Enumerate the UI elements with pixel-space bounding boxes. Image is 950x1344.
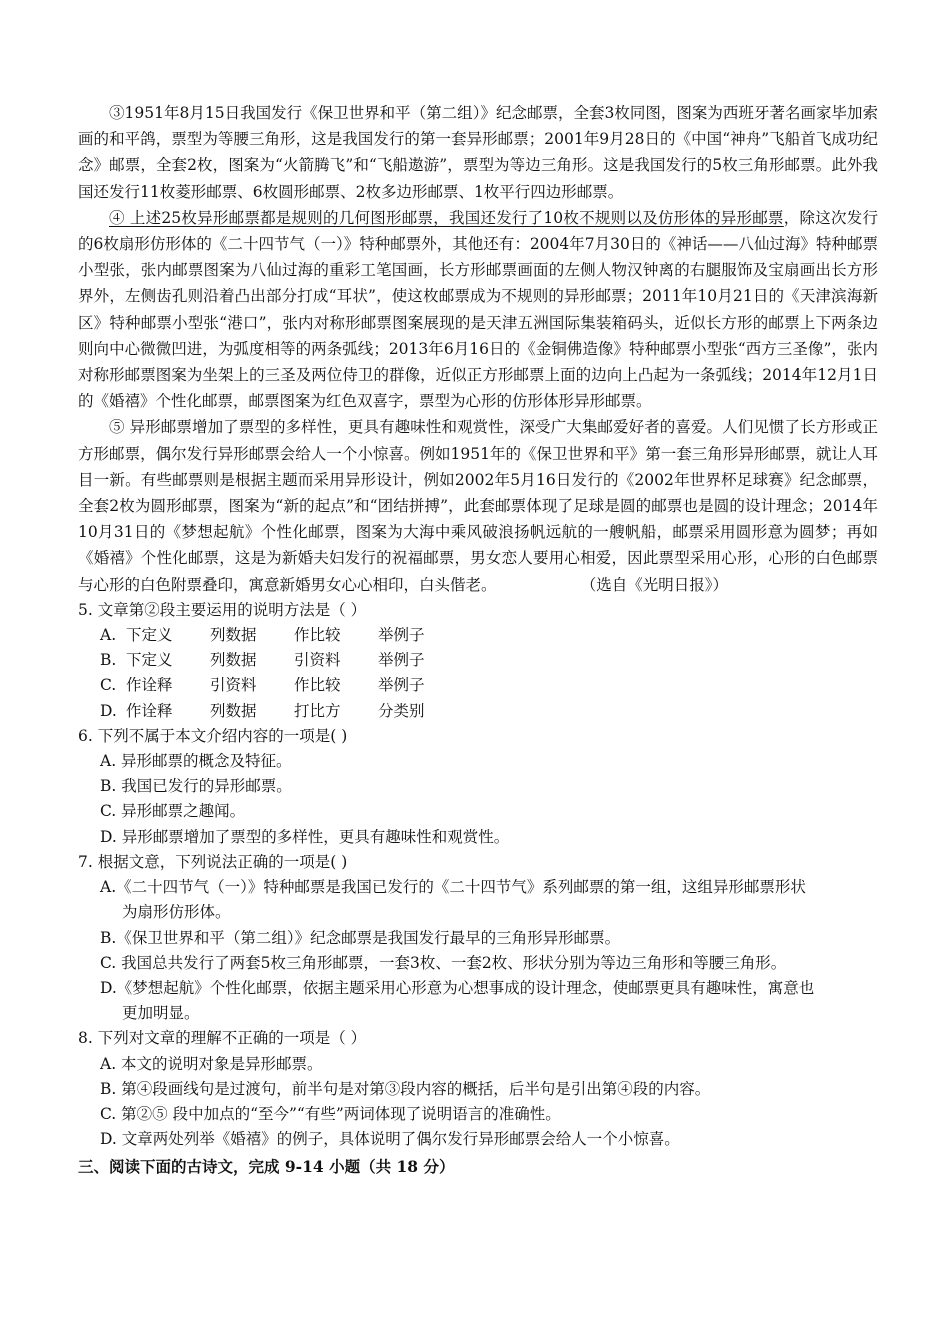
q8-option-c: C. 第②⑤ 段中加点的“至今”“有些”两词体现了说明语言的准确性。 (100, 1104, 561, 1123)
question-8-stem: 8. 下列对文章的理解不正确的一项是（ ） (78, 1029, 367, 1048)
paragraph-5: ⑤ 异形邮票增加了票型的多样性，更具有趣味性和观赏性，深受广大集邮爱好者的喜爱。人们见惯了长方形或正方形邮票，偶尔发行异形邮票会给人一个小惊喜。例如1951年的《保卫世界和平》第一套三角形异形邮票，就让人耳目一新。有些邮票则是根据主题而采用异形设计，例如2002年5月16日发行的《2002年世界杯足球赛》纪念邮票，全套2枚为圆形邮票，图案为“新的起点”和“团结拼搏”，此套邮票体现了足球是圆的邮票也是圆的设计理念；2014年10月31日的《梦想起航》个性化邮票，图案为大海中乘风破浪扬帆远航的一艘帆船，邮票采用圆形意为圆梦；再如《婚禧》个性化邮票，这是为新婚夫妇发行的祝福邮票，男女恋人要用心相爱，因此票型采用心形，心形的白色邮票与心形的白色附票叠印，寓意新婚男女心心相印，白头偕老。 (78, 418, 878, 594)
q7-option-a: A.《二十四节气（一）》特种邮票是我国已发行的《二十四节气》系列邮票的第一组，这组异形邮票形状 为扇形仿形体。 (100, 878, 806, 922)
q6-option-c: C. 异形邮票之趣闻。 (100, 802, 246, 821)
q7-option-c: C. 我国总共发行了两套5枚三角形邮票，一套3枚、一套2枚、形状分别为等边三角形和等腰三角形。 (100, 953, 787, 972)
section-3-heading: 三、阅读下面的古诗文，完成 9-14 小题（共 18 分） (78, 1157, 455, 1177)
q5-option-b: B. 下定义 列数据 引资料 举例子 (100, 651, 425, 670)
paragraph-4 (78, 205, 878, 415)
q8-option-a: A. 本文的说明对象是异形邮票。 (100, 1054, 323, 1073)
question-7-stem: 7. 根据文意，下列说法正确的一项是( ) (78, 852, 348, 871)
question-5-stem: 5. 文章第②段主要运用的说明方法是（ ） (78, 600, 367, 619)
q6-option-d: D. 异形邮票增加了票型的多样性，更具有趣味性和观赏性。 (100, 827, 510, 846)
q5-option-c: C. 作诠释 引资料 作比较 举例子 (100, 676, 425, 695)
q6-option-a: A. 异形邮票的概念及特征。 (100, 752, 292, 771)
q7-option-b: B.《保卫世界和平（第二组）》纪念邮票是我国发行最早的三角形异形邮票。 (100, 928, 621, 947)
q5-option-d: D. 作诠释 列数据 打比方 分类别 (100, 701, 425, 720)
q8-option-d: D. 文章两处列举《婚禧》的例子，具体说明了偶尔发行异形邮票会给人一个小惊喜。 (100, 1130, 680, 1149)
q6-option-b: B. 我国已发行的异形邮票。 (100, 777, 292, 796)
paragraph-3: ③1951年8月15日我国发行《保卫世界和平（第二组）》纪念邮票，全套3枚同图，图案为西班牙著名画家毕加索画的和平鸽，票型为等腰三角形，这是我国发行的第一套异形邮票；2001年9月28日的《中国“神舟”飞船首飞成功纪念》邮票，全套2枚，图案为“火箭腾飞”和“飞船遨游”，票型为等边三角形。这是我国发行的5枚三角形邮票。此外我国还发行11枚菱形邮票、6枚圆形邮票、2枚多边形邮票、1枚平行四边形邮票。 (78, 104, 878, 201)
underlined-sentence: ④ 上述25枚异形邮票都是规则的几何图形邮票，我国还发行了10枚不规则以及仿形体的异形邮票 (109, 208, 784, 227)
q8-option-b: B. 第④段画线句是过渡句，前半句是对第③段内容的概括，后半句是引出第④段的内容。 (100, 1079, 711, 1098)
question-6-stem: 6. 下列不属于本文介绍内容的一项是( ) (78, 726, 348, 745)
q5-option-a: A. 下定义 列数据 作比较 举例子 (100, 626, 425, 645)
q7-option-d: D.《梦想起航》个性化邮票，依据主题采用心形意为心想事成的设计理念，使邮票更具有趣味性，寓意也 更加明显。 (100, 978, 815, 1023)
paragraph-4-body: ，除这次发行的6枚扇形仿形体的《二十四节气（一）》特种邮票外，其他还有：2004年7月30日的《神话——八仙过海》特种邮票小型张，张内邮票图案为八仙过海的重彩工笔国画，长方形邮票画面的左侧人物汉钟离的右腿服饰及宝扇画出长方形界外，左侧齿孔则沿着凸出部分打成“耳状”，使这枚邮票成为不规则的异形邮票；2011年10月21日的《天津滨海新区》特种邮票小型张“港口”，张内对称形邮票图案展现的是天津五洲国际集装箱码头，近似长方形的邮票上下两条边则向中心微微凹进，为弧度相等的两条弧线；2013年6月16日的《金铜佛造像》特种邮票小型张“西方三圣像”，张内对称形邮票图案为坐架上的三圣及两位侍卫的群像，近似正方形邮票上面的边向上凸起为一条弧线；2014年12月1日的《婚禧》个性化邮票，邮票图案为红色双喜字，票型为心形的仿形体形异形邮票。 (78, 208, 878, 411)
exam-page (78, 100, 878, 1196)
source-citation: （选自《光明日报》） (580, 575, 728, 594)
